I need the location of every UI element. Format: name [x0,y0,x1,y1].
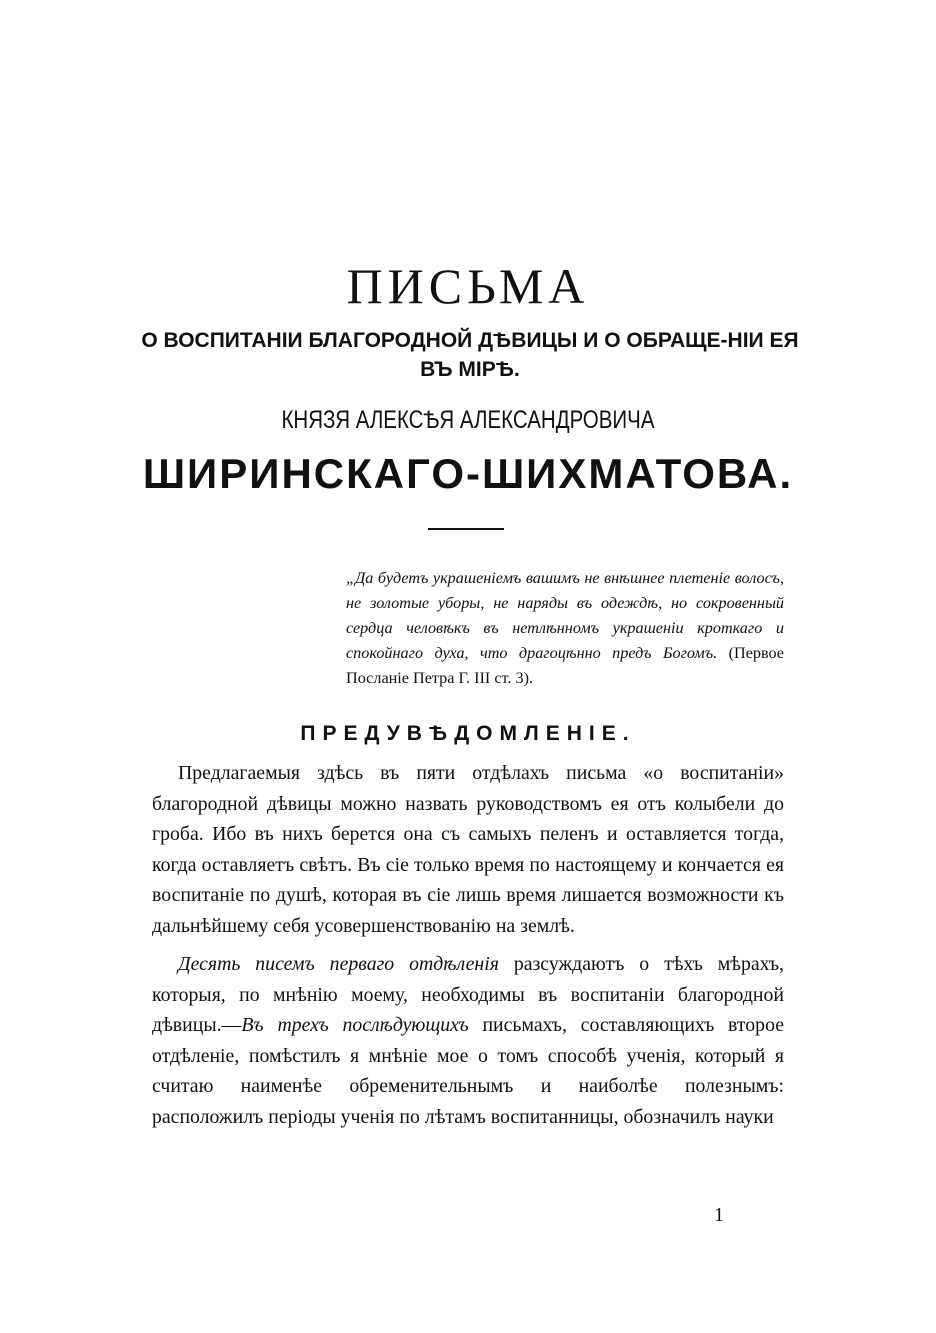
author-name: ШИРИНСКАГО-ШИХМАТОВА. [142,450,794,497]
paragraph-2-text-1: разсуждаютъ о тѣхъ мѣрахъ, которыя, по мнѣнію моему, необходимы въ воспитаніи благородной дѣвицы.— [152,953,784,1036]
paragraph-1: Предлагаемыя здѣсь въ пяти отдѣлахъ письма «о воспитаніи» благородной дѣвицы можно назвать руководствомъ ея отъ колыбели до гроба. Ибо въ нихъ берется она съ самыхъ пеленъ и оставляется тогда, когда оставляетъ свѣтъ. Въ сіе только время по настоящему и кончается ея воспитаніе по душѣ, которая въ сіе лишь время лишается возможности къ дальнѣйшему себя усовершенствованію на землѣ. [152,762,784,937]
paragraph-2-italic-1: Десять писемъ перваго отдѣленія [178,953,499,975]
document-title: ПИСЬМА [346,258,590,314]
epigraph [346,566,784,691]
author-title-line: КНЯЗЯ АЛЕКСѢЯ АЛЕКСАНДРОВИЧА [281,406,655,434]
paragraph-2-text-2: письмахъ, составляющихъ второе отдѣленіе, помѣстилъ я мнѣніе мое о томъ способѣ ученія, который я считаю наименѣе обременительнымъ и наиболѣе полезнымъ: расположилъ періоды ученія по лѣтамъ воспитанницы, обозначилъ науки [152,1014,784,1128]
body-text [152,758,784,1140]
paragraph-2-italic-2: Въ трехъ послѣдующихъ [241,1014,469,1036]
epigraph-citation: (Первое Посланіе Петра Г. III ст. 3). [346,644,784,687]
page-number: 1 [714,1204,724,1226]
section-heading: ПРЕДУВѢДОМЛЕНІЕ. [300,722,636,745]
title-divider [428,528,504,530]
paragraph-2 [152,949,784,1132]
document-subtitle: О ВОСПИТАНІИ БЛАГОРОДНОЙ ДѢВИЦЫ И О ОБРАЩЕ-НІИ ЕЯ ВЪ МІРѢ. [141,329,799,381]
epigraph-quote: „Да будетъ украшеніемъ вашимъ не внѣшнее плетеніе волосъ, не золотые уборы, не наряды въ одеждѣ, но сокровенный сердца человѣкъ въ нетлѣнномъ украшеніи кроткаго и спокойнаго духа, что драгоцѣнно предъ Богомъ. [346,569,784,662]
